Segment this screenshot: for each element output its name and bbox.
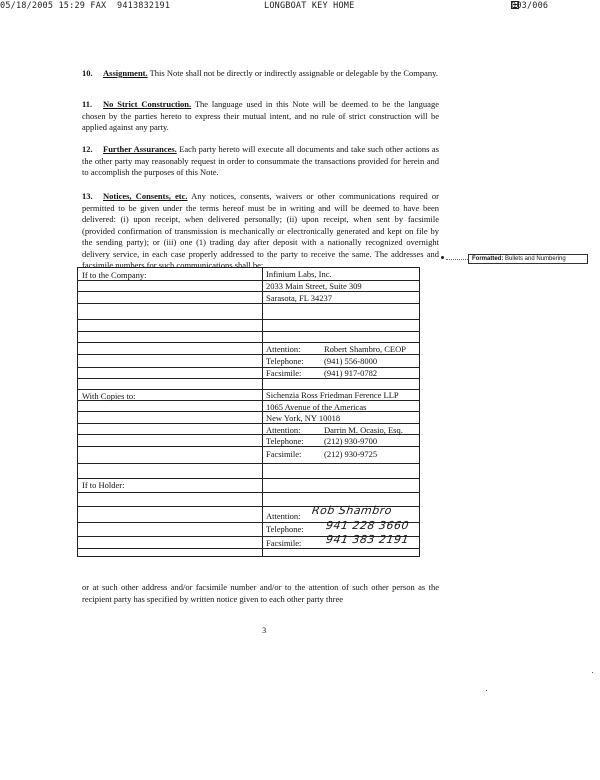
- copies-city: New York, NY 10018: [266, 413, 341, 423]
- scan-speck: [592, 672, 593, 673]
- table-row-divider: [78, 280, 419, 281]
- table-row-divider: [78, 548, 419, 549]
- section-body: Each party hereto will execute all documents and take such other actions as the other party may reasonably request in order to consummate the transactions provided for herein and to accomplish the purposes of this Note.: [82, 144, 439, 177]
- section-number: 12.: [82, 144, 93, 154]
- table-row-divider: [78, 319, 419, 320]
- attention-label: Attention:: [266, 344, 301, 354]
- section-title: Further Assurances.: [103, 144, 177, 154]
- table-row-divider: [78, 354, 419, 355]
- company-telephone: (941) 556-8000: [324, 356, 378, 366]
- address-table: [77, 267, 420, 557]
- comment-label: Formatted:: [472, 256, 504, 262]
- section-title: Assignment.: [103, 68, 148, 78]
- table-row-divider: [78, 291, 419, 292]
- facsimile-label: Facsimile:: [266, 449, 302, 459]
- company-street: 2033 Main Street, Suite 309: [266, 281, 362, 291]
- section-11: [82, 99, 439, 134]
- company-name: Infinium Labs, Inc.: [266, 269, 332, 279]
- section-number: 11.: [82, 99, 93, 109]
- section-10: [82, 68, 439, 80]
- section-12: [82, 144, 439, 179]
- table-row-divider: [78, 492, 419, 493]
- holder-telephone-handwritten: 941 228 3660: [325, 519, 410, 532]
- company-facsimile-row: [266, 368, 377, 378]
- copies-attention-row: [266, 425, 403, 435]
- holder-heading: If to Holder:: [82, 480, 125, 490]
- facsimile-label: Facsimile:: [266, 368, 302, 378]
- fax-page-counter: 003/006: [511, 1, 549, 11]
- copies-facsimile-row: [266, 449, 377, 459]
- comment-text: Bullets and Numbering: [503, 256, 566, 262]
- table-row-divider: [78, 342, 419, 343]
- copies-telephone-row: [266, 436, 377, 446]
- holder-telephone-label: Telephone:: [266, 524, 304, 534]
- scan-speck: [486, 690, 487, 691]
- section-body: Any notices, consents, waivers or other communications required or permitted to be given under the terms hereof must be in writing and will be deemed to have been delivered: (i) upon receipt, when delivered personally; (ii) upon receipt, when sent by facsimile (provided confirmation of transmission is mechanically or electronically generated and kept on file by the sending party); or (iii) one (1) trading day after deposit with a nationally recognized overnight delivery service, in each case properly addressed to the party to receive the same. The addresses and facsimile numbers for such communications shall be:: [82, 191, 439, 270]
- section-number: 10.: [82, 68, 93, 78]
- comment-connector: [446, 259, 468, 260]
- formatting-comment-balloon[interactable]: [468, 254, 588, 264]
- table-row-divider: [78, 411, 419, 412]
- copies-attention: Darrin M. Ocasio, Esq.: [324, 425, 403, 435]
- copies-name: Sichenzia Ross Friedman Ference LLP: [266, 390, 399, 400]
- holder-attention-handwritten: Rob Shambro: [311, 504, 393, 517]
- holder-facsimile-handwritten: 941 383 2191: [325, 533, 410, 546]
- table-row-divider: [78, 378, 419, 379]
- table-row-divider: [78, 423, 419, 424]
- section-13: [82, 191, 439, 272]
- company-telephone-row: [266, 356, 377, 366]
- table-column-divider: [262, 268, 263, 556]
- paragraph-mark: [441, 256, 444, 259]
- company-attention-row: [266, 344, 406, 354]
- section-title: No Strict Construction.: [103, 99, 192, 109]
- copies-telephone: (212) 930-9700: [324, 436, 378, 446]
- attention-label: Attention:: [266, 425, 301, 435]
- section-body: This Note shall not be directly or indirectly assignable or delegable by the Company.: [147, 68, 438, 78]
- company-city: Sarasota, FL 34237: [266, 293, 333, 303]
- telephone-label: Telephone:: [266, 356, 304, 366]
- table-row-divider: [78, 446, 419, 447]
- copies-facsimile: (212) 930-9725: [324, 449, 378, 459]
- company-attention: Robert Shambro, CEOP: [324, 344, 406, 354]
- company-facsimile: (941) 917-0782: [324, 368, 378, 378]
- fax-timestamp: 05/18/2005 15:29 FAX 9413832191: [0, 1, 171, 11]
- page-number: 3: [262, 625, 267, 635]
- telephone-label: Telephone:: [266, 436, 304, 446]
- company-heading: If to the Company:: [82, 270, 147, 280]
- closing-paragraph: or at such other address and/or facsimile number and/or to the attention of such other person as the recipient party has specified by written notice given to each other party three: [82, 582, 439, 604]
- section-number: 13.: [82, 191, 93, 201]
- copies-street: 1065 Avenue of the Americas: [266, 402, 367, 412]
- fax-header: [0, 1, 600, 13]
- table-row-divider: [78, 463, 419, 464]
- table-row-divider: [78, 478, 419, 479]
- section-body: The language used in this Note will be deemed to be the language chosen by the parties hereto to express their mutual intent, and no rule of strict construction will be applied against any party.: [82, 99, 439, 132]
- fax-page-icon: [511, 1, 519, 9]
- copies-heading: With Copies to:: [82, 391, 136, 401]
- holder-facsimile-label: Facsimile:: [266, 538, 302, 548]
- holder-attention-label: Attention:: [266, 511, 301, 521]
- table-row-divider: [78, 331, 419, 332]
- table-row-divider: [78, 303, 419, 304]
- fax-sender: LONGBOAT KEY HOME: [264, 1, 355, 11]
- section-title: Notices, Consents, etc.: [103, 191, 188, 201]
